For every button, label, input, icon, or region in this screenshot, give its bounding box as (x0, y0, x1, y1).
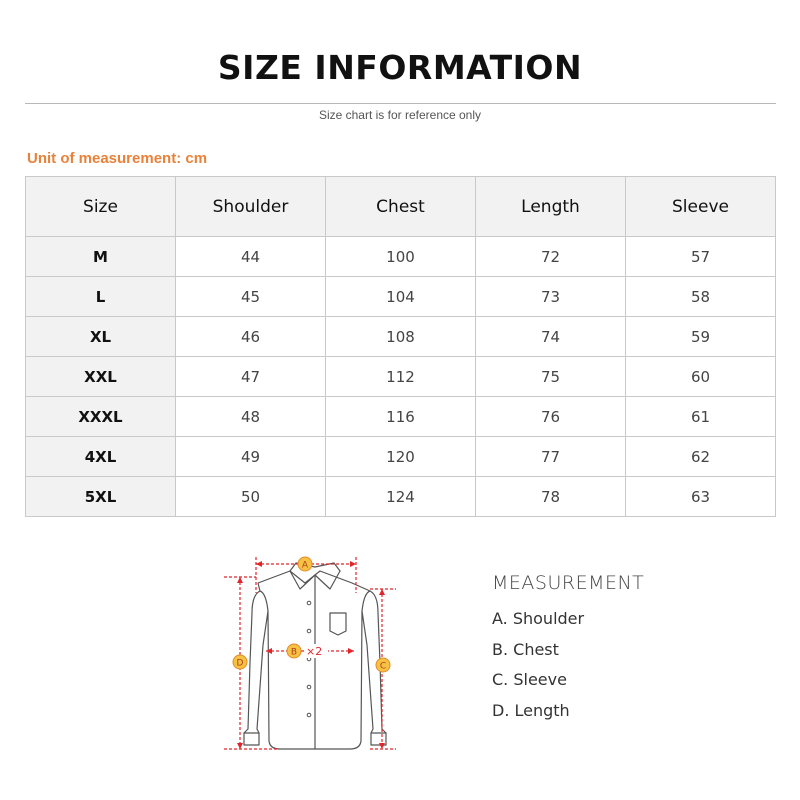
column-header-chest: Chest (326, 177, 476, 237)
length-cell: 72 (476, 237, 626, 277)
page-title: SIZE INFORMATION (217, 48, 583, 87)
sleeve-cell: 62 (626, 437, 776, 477)
legend-item-length: D. Length (492, 700, 570, 720)
table-row (26, 437, 776, 477)
chest-cell: 116 (326, 397, 476, 437)
chest-cell: 120 (326, 437, 476, 477)
size-cell: L (26, 277, 176, 317)
legend-item-shoulder: A. Shoulder (492, 609, 585, 628)
size-cell: XXL (26, 357, 176, 397)
shoulder-cell: 47 (176, 357, 326, 397)
shoulder-cell: 46 (176, 317, 326, 357)
title-divider (25, 103, 776, 104)
length-cell: 78 (476, 477, 626, 517)
chest-cell: 112 (326, 357, 476, 397)
chest-cell: 108 (326, 317, 476, 357)
sleeve-cell: 61 (626, 397, 776, 437)
chest-multiplier-label: ×2 (306, 645, 323, 658)
shirt-buttons (307, 601, 311, 717)
table-row (26, 237, 776, 277)
column-header-length: Length (476, 177, 626, 237)
length-cell: 75 (476, 357, 626, 397)
size-table (25, 176, 776, 517)
shoulder-cell: 49 (176, 437, 326, 477)
marker-b-label: B (290, 647, 298, 658)
shoulder-cell: 45 (176, 277, 326, 317)
table-header-row (26, 177, 776, 237)
page-subtitle: Size chart is for reference only (318, 108, 482, 122)
table-row (26, 357, 776, 397)
marker-a (298, 557, 312, 571)
chest-cell: 100 (326, 237, 476, 277)
shirt-measurement-diagram (220, 553, 410, 763)
chest-cell: 124 (326, 477, 476, 517)
marker-d-label: D (236, 658, 244, 669)
size-cell: 4XL (26, 437, 176, 477)
table-row (26, 477, 776, 517)
shoulder-cell: 48 (176, 397, 326, 437)
shoulder-cell: 44 (176, 237, 326, 277)
legend-item-chest: B. Chest (492, 639, 559, 659)
marker-b (287, 644, 328, 658)
length-cell: 77 (476, 437, 626, 477)
size-cell: M (26, 237, 176, 277)
column-header-sleeve: Sleeve (626, 177, 776, 237)
legend-item-sleeve: C. Sleeve (492, 670, 567, 689)
length-cell: 74 (476, 317, 626, 357)
size-cell: XXXL (26, 397, 176, 437)
marker-c (376, 658, 390, 672)
table-row (26, 317, 776, 357)
table-row (26, 397, 776, 437)
marker-a-label: A (301, 560, 309, 571)
size-cell: XL (26, 317, 176, 357)
table-row (26, 277, 776, 317)
sleeve-cell: 58 (626, 277, 776, 317)
marker-d (233, 655, 247, 669)
measurement-legend (492, 572, 644, 732)
column-header-shoulder: Shoulder (176, 177, 326, 237)
length-cell: 76 (476, 397, 626, 437)
column-header-size: Size (26, 177, 176, 237)
sleeve-cell: 60 (626, 357, 776, 397)
sleeve-cell: 59 (626, 317, 776, 357)
marker-c-label: C (379, 661, 387, 672)
unit-label: Unit of measurement: cm (27, 150, 208, 167)
length-cell: 73 (476, 277, 626, 317)
chest-cell: 104 (326, 277, 476, 317)
shoulder-cell: 50 (176, 477, 326, 517)
size-cell: 5XL (26, 477, 176, 517)
sleeve-cell: 57 (626, 237, 776, 277)
legend-title: MEASUREMENT (492, 572, 645, 594)
sleeve-cell: 63 (626, 477, 776, 517)
